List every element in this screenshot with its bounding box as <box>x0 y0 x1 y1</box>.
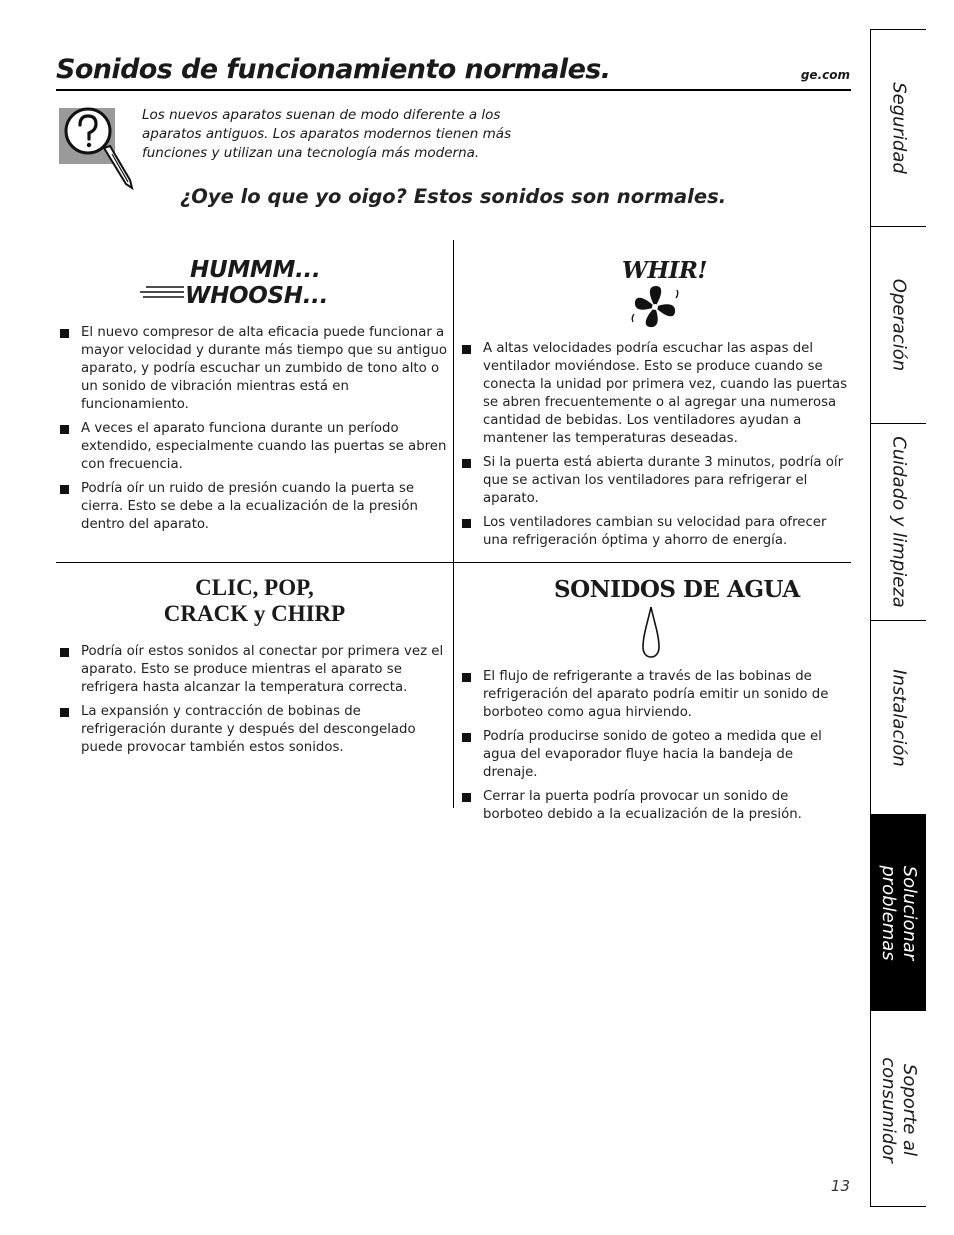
tab-label: Cuidado y limpieza <box>888 436 909 608</box>
clic-list <box>56 643 448 763</box>
page-number: 13 <box>830 1177 850 1195</box>
motion-lines-icon <box>140 284 186 304</box>
tab-label-line1: Soporte al <box>898 1063 920 1156</box>
tab-label: Instalación <box>888 668 909 767</box>
tab-label-line2: consumidor <box>877 1056 899 1163</box>
section-title-crack: CRACK y CHIRP <box>163 601 346 626</box>
list-item: Podría producirse sonido de goteo a medida que el agua del evaporador fluye hacia la bandeja de drenaje. <box>458 728 850 782</box>
list-item: A veces el aparato funciona durante un período extendido, especialmente cuando las puertas se abren con frecuencia. <box>56 420 448 474</box>
title-rule <box>56 89 851 91</box>
agua-list <box>458 668 850 830</box>
section-title-clic: CLIC, POP, <box>195 575 314 600</box>
section-title-whir: WHIR! <box>622 257 708 284</box>
column-divider <box>453 240 454 808</box>
section-title-hummm: HUMMM... <box>190 257 321 283</box>
hummm-list <box>56 324 448 540</box>
section-subheading: ¿Oye lo que yo oigo? Estos sonidos son normales. <box>180 185 727 208</box>
list-item: Podría oír estos sonidos al conectar por primera vez el aparato. Esto se produce mientras el aparato se refrigera hasta alcanzar la temperatura correcta. <box>56 643 448 697</box>
site-url: ge.com <box>800 68 850 82</box>
row-divider <box>56 562 851 563</box>
section-title-whoosh: WHOOSH... <box>185 283 329 309</box>
whir-list <box>458 340 850 556</box>
list-item: El nuevo compresor de alta eficacia puede funcionar a mayor velocidad y durante más tiempo que su antiguo aparato, y podría escuchar un zumbido de tono alto o un sonido de vibración mientras está en funcionamiento. <box>56 324 448 414</box>
water-drop-icon <box>640 605 662 659</box>
list-item: Cerrar la puerta podría provocar un sonido de borboteo debido a la ecualización de la presión. <box>458 788 850 824</box>
fan-icon <box>628 284 682 330</box>
list-item: La expansión y contracción de bobinas de refrigeración durante y después del descongelado puede provocar también estos sonidos. <box>56 703 448 757</box>
tab-label: Seguridad <box>888 82 909 174</box>
list-item: Si la puerta está abierta durante 3 minutos, podría oír que se activan los ventiladores para refrigerar el aparato. <box>458 454 850 508</box>
section-tabs <box>870 29 926 1207</box>
tab-operacion[interactable] <box>871 227 926 424</box>
list-item: Los ventiladores cambian su velocidad para ofrecer una refrigeración óptima y ahorro de energía. <box>458 514 850 550</box>
tab-instalacion[interactable] <box>871 621 926 815</box>
section-title-agua: SONIDOS DE AGUA <box>554 576 800 603</box>
tab-solucionar[interactable] <box>871 815 926 1011</box>
list-item: A altas velocidades podría escuchar las aspas del ventilador moviéndose. Esto se produce cuando se conecta la unidad por primera vez, cuando las puertas se abren frecuentemente o al agregar una numerosa cantidad de bebidas. Los ventiladores ayudan a mantener las temperaturas deseadas. <box>458 340 850 448</box>
page-title: Sonidos de funcionamiento normales. <box>56 54 611 85</box>
tab-label-line2: problemas <box>877 864 899 961</box>
tab-cuidado[interactable] <box>871 424 926 621</box>
question-magnifier-icon <box>58 104 138 192</box>
tab-soporte[interactable] <box>871 1011 926 1208</box>
list-item: El flujo de refrigerante a través de las bobinas de refrigeración del aparato podría emitir un sonido de borboteo como agua hirviendo. <box>458 668 850 722</box>
tab-label-line1: Solucionar <box>898 865 920 960</box>
intro-text: Los nuevos aparatos suenan de modo diferente a los aparatos antiguos. Los aparatos modernos tienen más funciones y utilizan una tecnología más moderna. <box>142 107 512 161</box>
tab-seguridad[interactable] <box>871 30 926 227</box>
list-item: Podría oír un ruido de presión cuando la puerta se cierra. Esto se debe a la ecualización de la presión dentro del aparato. <box>56 480 448 534</box>
tab-label: Operación <box>888 278 909 372</box>
